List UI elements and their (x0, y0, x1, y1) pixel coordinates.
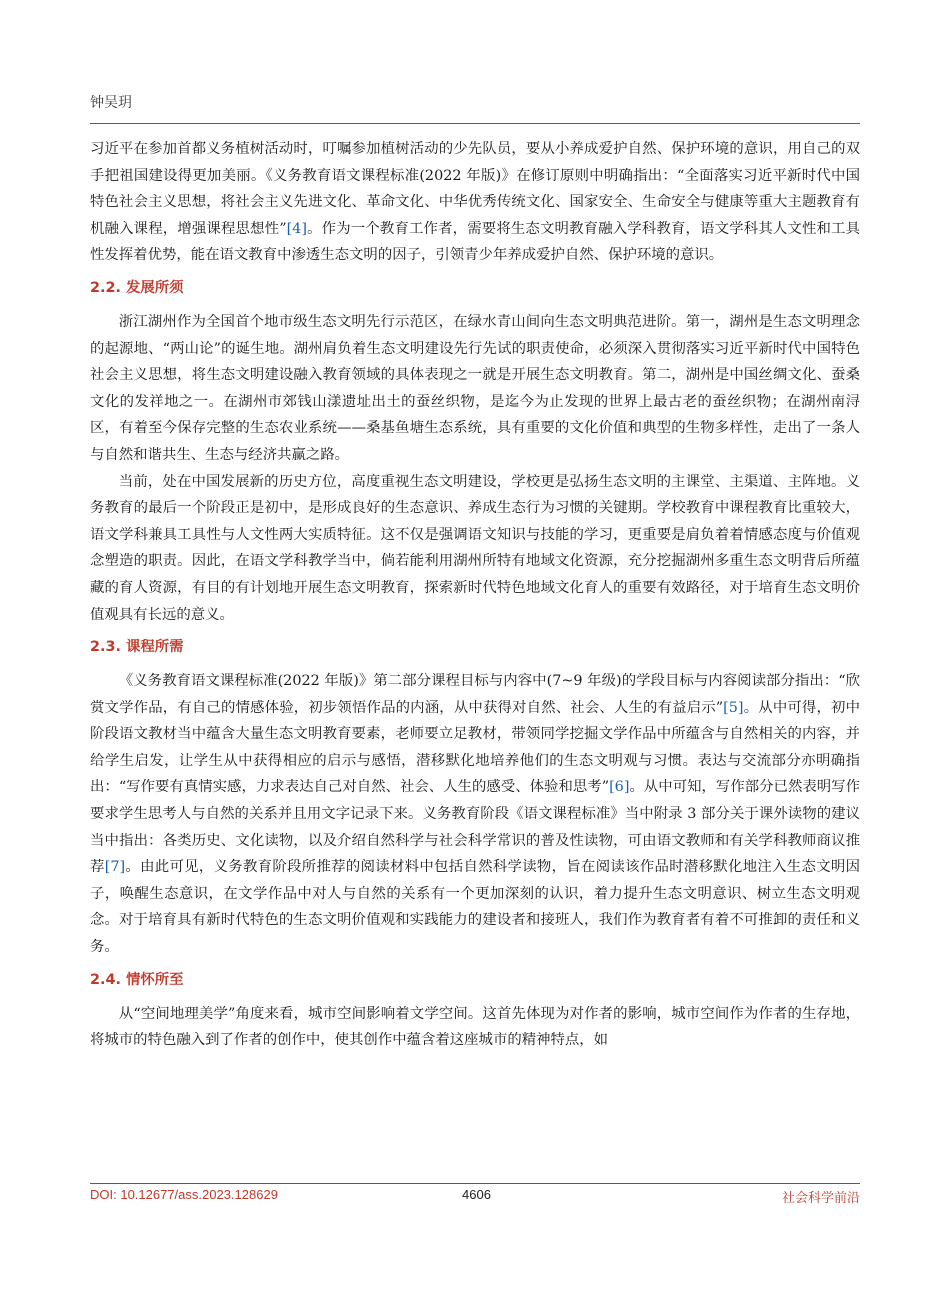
section-heading-2-4: 2.4. 情怀所至 (90, 971, 184, 988)
journal-name: 社会科学前沿 (781, 1191, 860, 1206)
running-header-author: 钟吴玥 (90, 95, 132, 111)
paragraph: 当前，处在中国发展新的历史方位，高度重视生态文明建设，学校更是弘扬生态文明的主课堂、主渠道、主阵地。义务教育的最后一个阶段正是初中，是形成良好的生态意识、养成生态行为习惯的关键期。学校教育中课程教育比重较大，语文学科兼具工具性与人文性两大实质特征。这不仅是强调语文知识与技能的学习，更重要是肩负着着情感态度与价值观念塑造的职责。因此，在语文学科教学当中，倘若能利用湖州所特有地域文化资源，充分挖掘湖州多重生态文明背后所蕴藏的育人资源，有目的有计划地开展生态文明教育，探索新时代特色地域文化育人的重要有效路径，对于培育生态文明价值观具有长远的意义。 (90, 473, 860, 623)
text-run: 。从中可得，初中阶段语文教材当中蕴含大量生态文明教育要素，老师要立足教材，带领同学挖掘文学作品中所蕴含与自然相关的内容，并给学生启发，让学生从中获得相应的启示与感悟，潜移默化地培养他们的生态文明观与习惯。表达与交流部分亦明确指出：“写作要有真情实感，力求表达自己对自然、社会、人生的感受、体验和思考” (90, 699, 860, 796)
text-run: 。从中可知，写作部分已然表明写作要求学生思考人与自然的关系并且用文字记录下来。义务教育阶段《语文课程标准》当中附录 3 部分关于课外读物的建议当中指出：各类历史、文化读物，以及介绍自然科学与社会科学常识的普及性读物，可由语文教师和有关学科教师商议推荐 (90, 779, 860, 876)
citation-link[interactable]: [6] (609, 779, 630, 796)
text-run: 。由此可见，义务教育阶段所推荐的阅读材料中包括自然科学读物，旨在阅读该作品时潜移默化地注入生态文明因子，唤醒生态意识，在文学作品中对人与自然的关系有一个更加深刻的认识，着力提升生态文明意识、树立生态文明观念。对于培育具有新时代特色的生态文明价值观和实践能力的建设者和接班人，我们作为教育者有着不可推卸的责任和义务。 (90, 859, 860, 956)
citation-link[interactable]: [7] (104, 859, 126, 876)
section-heading-2-3: 2.3. 课程所需 (90, 639, 184, 656)
page-number: 4606 (462, 1187, 491, 1202)
paragraph-intro (90, 136, 860, 269)
paragraph (90, 668, 860, 961)
citation-link[interactable]: [4] (286, 220, 307, 237)
text-run: 。作为一个教育工作者，需要将生态文明教育融入学科教育，语文学科其人文性和工具性发挥着优势，能在语文教育中渗透生态文明的因子，引领青少年养成爱护自然、保护环境的意识。 (90, 220, 860, 264)
paragraph: 浙江湖州作为全国首个地市级生态文明先行示范区，在绿水青山间向生态文明典范进阶。第一，湖州是生态文明理念的起源地、“两山论”的诞生地。湖州肩负着生态文明建设先行先试的职责使命，必须深入贯彻落实习近平新时代中国特色社会主义思想，将生态文明建设融入教育领域的具体表现之一就是开展生态文明教育。第二，湖州是中国丝绸文化、蚕桑文化的发祥地之一。在湖州市郊钱山漾遗址出土的蚕丝织物，是迄今为止发现的世界上最古老的蚕丝织物；在湖州南浔区，有着至今保存完整的生态农业系统——桑基鱼塘生态系统，具有重要的文化价值和典型的生物多样性，走出了一条人与自然和谐共生、生态与经济共赢之路。 (90, 313, 860, 463)
footer-doi[interactable]: DOI: 10.12677/ass.2023.128629 (90, 1187, 278, 1202)
citation-link[interactable]: [5] (723, 699, 744, 716)
article-body (90, 136, 860, 1054)
header-divider (90, 123, 860, 124)
text-run: 《义务教育语文课程标准(2022 年版)》第二部分课程目标与内容中(7~9 年级)的学段目标与内容阅读部分指出：“欣赏文学作品，有自己的情感体验，初步领悟作品的内涵，从中获得对自然、社会、人生的有益启示” (90, 673, 860, 716)
paragraph: 从“空间地理美学”角度来看，城市空间影响着文学空间。这首先体现为对作者的影响，城市空间作为作者的生存地，将城市的特色融入到了作者的创作中，使其创作中蕴含着这座城市的精神特点，如 (90, 1005, 860, 1049)
text-run: 习近平在参加首都义务植树活动时，叮嘱参加植树活动的少先队员，要从小养成爱护自然、保护环境的意识，用自己的双手把祖国建设得更加美丽。《义务教育语文课程标准(2022 年版)》在修订原则中明确指出：“全面落实习近平新时代中国特色社会主义思想，将社会主义先进文化、革命文化、中华优秀传统文化、国家安全、生命安全与健康等重大主题教育有机融入课程，增强课程思想性” (90, 141, 860, 237)
section-heading-2-2: 2.2. 发展所须 (90, 279, 184, 296)
footer-divider (90, 1183, 860, 1184)
